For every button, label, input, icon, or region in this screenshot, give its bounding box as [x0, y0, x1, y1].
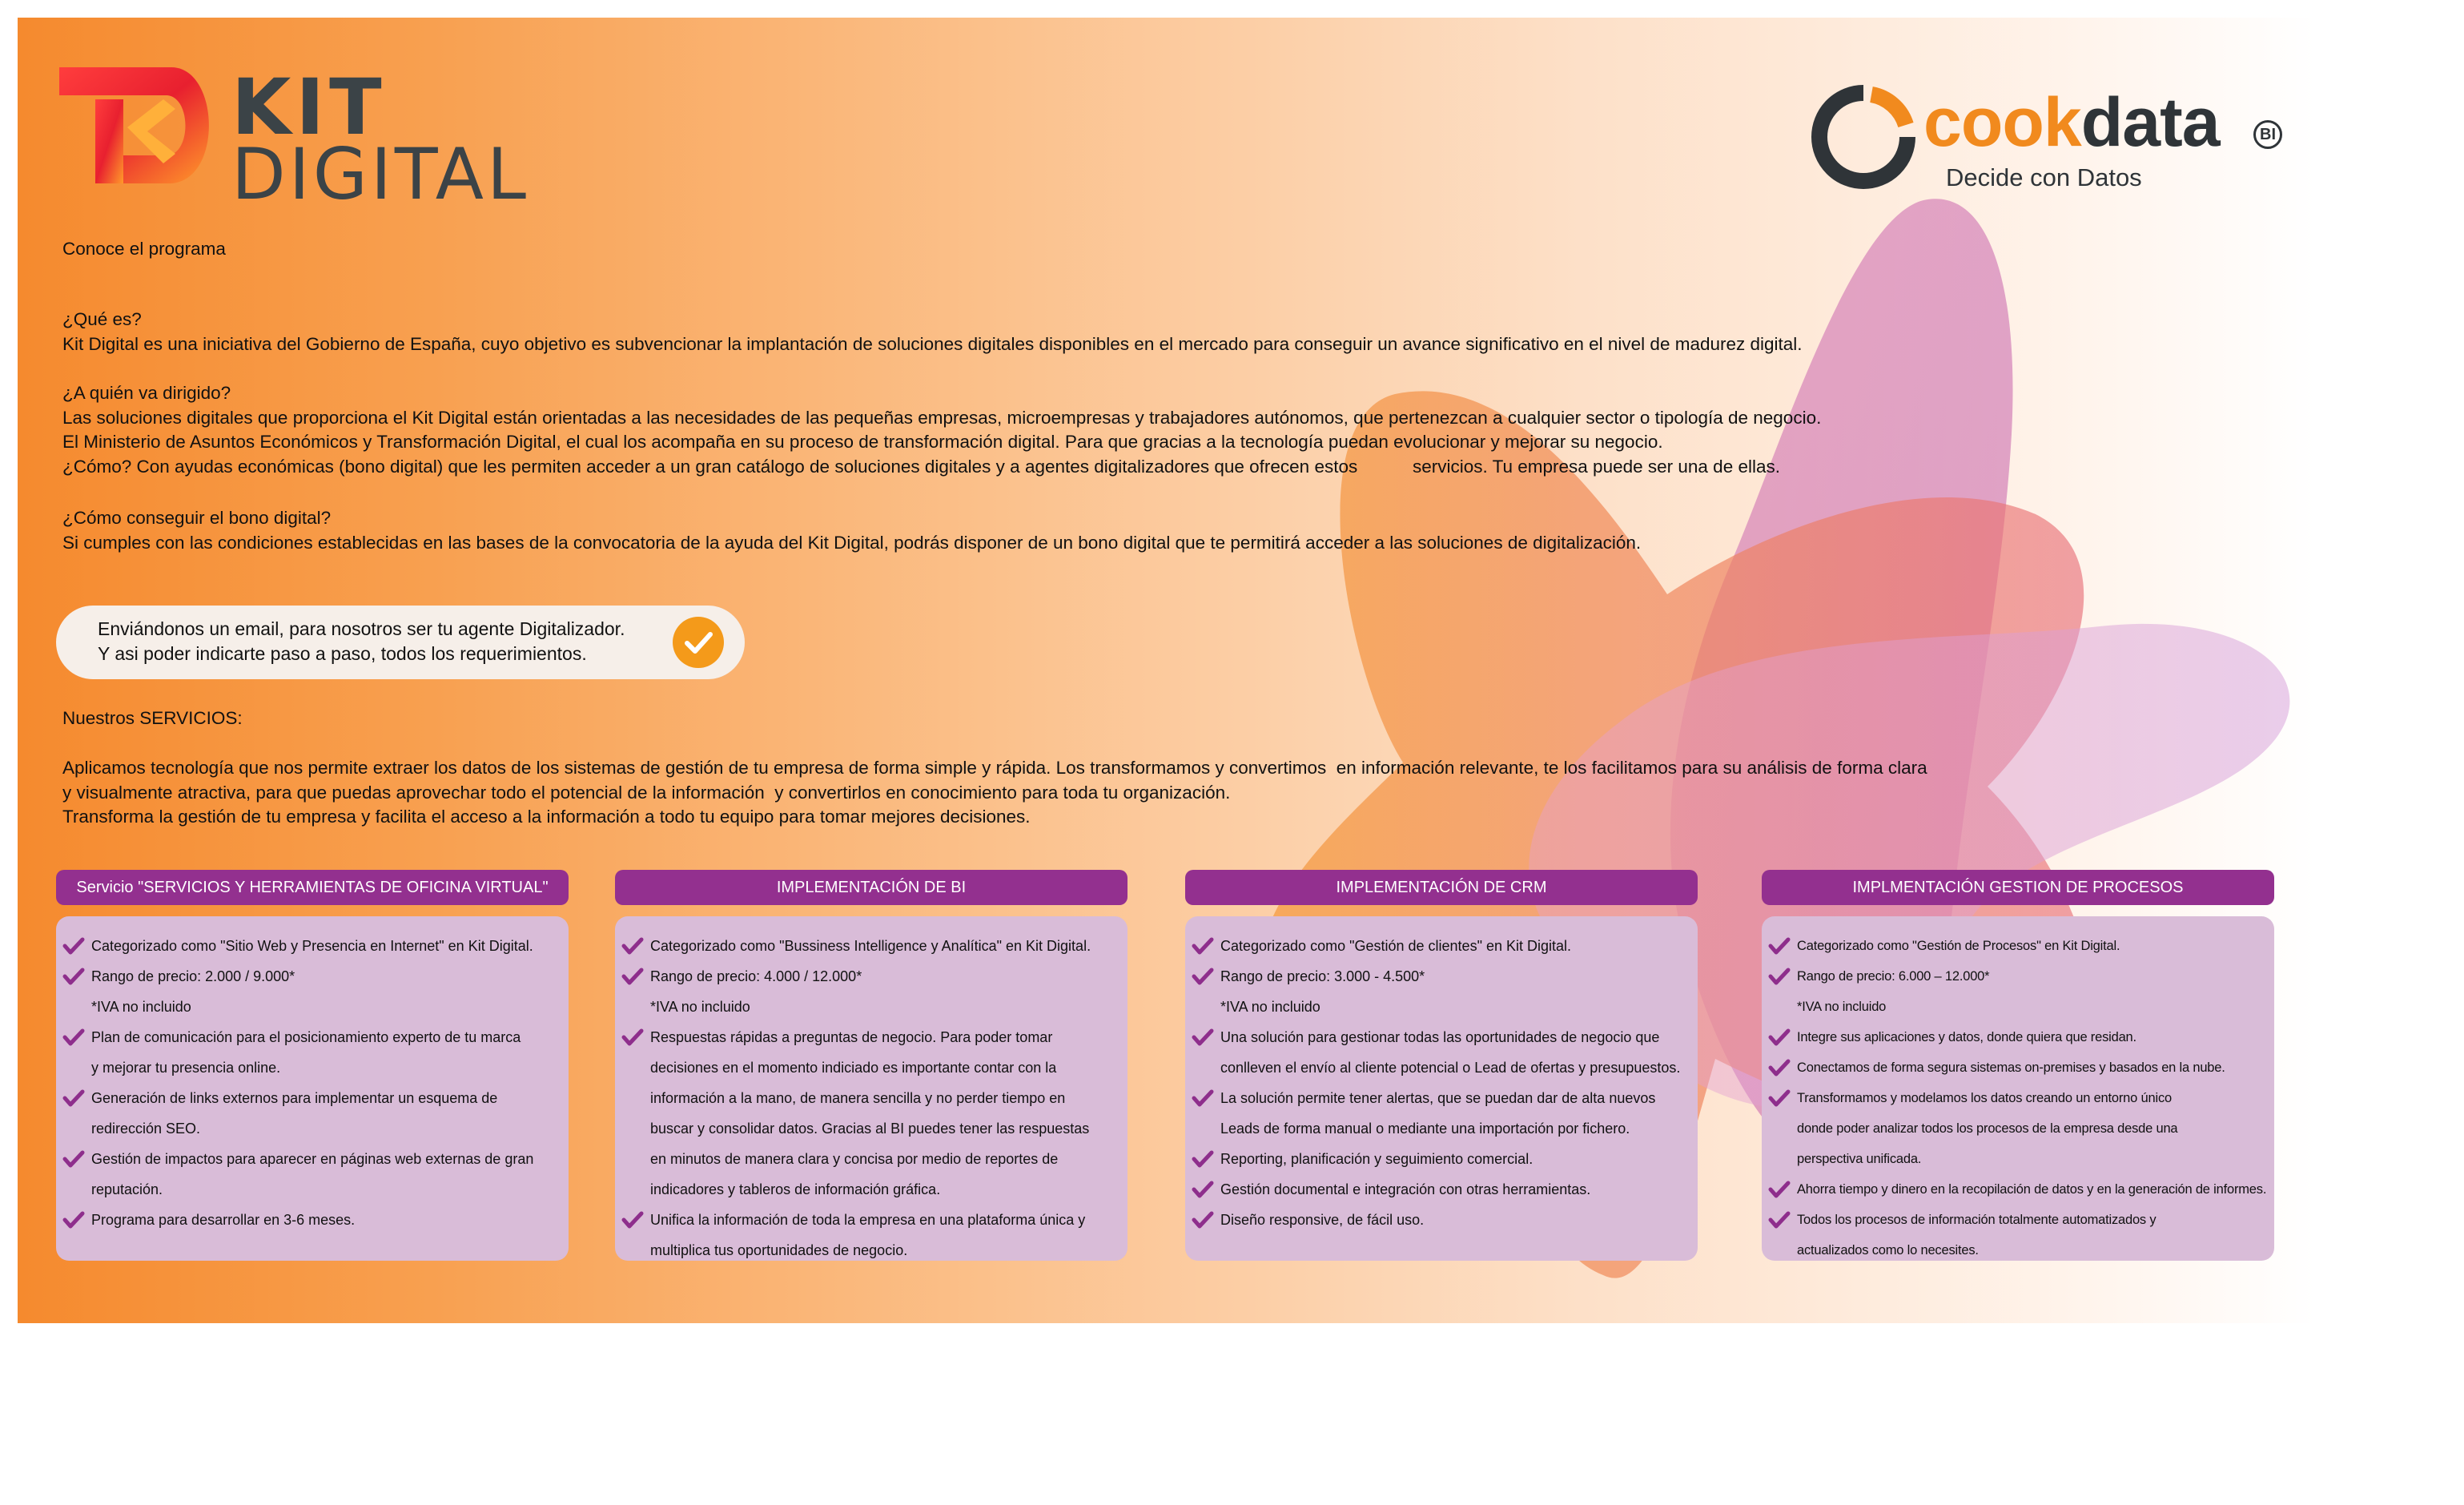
card-list-item [621, 931, 1121, 961]
cta-text [98, 617, 625, 666]
card-list-item-text: Integre sus aplicaciones y datos, donde quiera que residan. [1797, 1030, 2136, 1044]
card-list-item [621, 1022, 1121, 1052]
card-list-item-text: Categorizado como "Bussiness Intelligence y Analítica" en Kit Digital. [650, 938, 1091, 954]
card-list-item-text: información a la mano, de manera sencilla y no perder tiempo en [650, 1090, 1066, 1106]
cookdata-tagline: Decide con Datos [1946, 163, 2142, 191]
checkmark-icon [62, 1089, 85, 1107]
card-list-item-continuation [621, 1052, 1121, 1083]
card-list-item-text: Rango de precio: 6.000 – 12.000* [1797, 969, 1990, 984]
card-list-item-text: Leads de forma manual o mediante una importación por fichero. [1220, 1121, 1630, 1137]
card-list-item-text: Rango de precio: 2.000 / 9.000* [91, 968, 295, 984]
checkmark-icon [1768, 937, 1791, 955]
card-title-procesos: IMPLMENTACIÓN GESTION DE PROCESOS [1762, 870, 2274, 905]
card-list-item-continuation [1768, 1144, 2268, 1174]
card-body-bi [615, 916, 1127, 1261]
card-list-item [1768, 1083, 2268, 1113]
card-list-item-continuation [1768, 992, 2268, 1022]
card-list-item-text: Programa para desarrollar en 3-6 meses. [91, 1212, 356, 1228]
card-list [1762, 916, 2274, 1266]
card-list-item [62, 931, 562, 961]
card-list-item-text: Categorizado como "Gestión de Procesos" en Kit Digital. [1797, 939, 2120, 953]
card-list-item-text: Generación de links externos para implementar un esquema de [91, 1090, 498, 1106]
card-list-item-text: en minutos de manera clara y concisa por medio de reportes de [650, 1151, 1059, 1167]
card-body-procesos [1762, 916, 2274, 1261]
card-list-item-text: *IVA no incluido [650, 999, 750, 1015]
servicios-line-3: Transforma la gestión de tu empresa y facilita el acceso a la información a todo tu equipo para tomar mejores decisiones. [62, 807, 1031, 827]
checkmark-icon [1768, 1059, 1791, 1076]
card-title-crm: IMPLEMENTACIÓN DE CRM [1185, 870, 1698, 905]
kit-digital-word-digital: DIGITAL [231, 133, 530, 215]
card-list-item [1192, 1174, 1691, 1205]
kit-digital-emblem-icon [51, 51, 219, 195]
conseguir-question: ¿Cómo conseguir el bono digital? [62, 508, 332, 528]
que-es-answer: Kit Digital es una iniciativa del Gobierno de España, cuyo objetivo es subvencionar la implantación de soluciones digitales disponibles en el mercado para conseguir un avance significativo en el nivel de madurez digital. [62, 333, 1803, 354]
checkmark-icon [1192, 1150, 1214, 1168]
card-list-item [62, 961, 562, 992]
kit-digital-logo [51, 51, 564, 227]
checkmark-icon [1768, 1211, 1791, 1229]
a-quien-line-2: El Ministerio de Asuntos Económicos y Transformación Digital, el cual los acompaña en su proceso de transformación digital. Para que gracias a la tecnología puedan evolucionar y mejorar su negocio. [62, 432, 1663, 452]
card-list-item [1768, 961, 2268, 992]
card-list-item-text: Rango de precio: 4.000 / 12.000* [650, 968, 862, 984]
card-list-item-text: redirección SEO. [91, 1121, 201, 1137]
checkmark-icon [621, 968, 644, 985]
card-list-item-text: Transformamos y modelamos los datos creando un entorno único [1797, 1091, 2172, 1105]
card-list-item-text: Gestión documental e integración con otras herramientas. [1220, 1181, 1591, 1197]
card-list-item-text: Una solución para gestionar todas las oportunidades de negocio que [1220, 1029, 1660, 1045]
card-list-item [62, 1205, 562, 1235]
card-list-item-text: La solución permite tener alertas, que se puedan dar de alta nuevos [1220, 1090, 1656, 1106]
card-list-item-continuation [1768, 1235, 2268, 1266]
card-list-item-continuation [1192, 1113, 1691, 1144]
a-quien-section [62, 381, 1821, 479]
card-list-item-text: y mejorar tu presencia online. [91, 1060, 281, 1076]
conseguir-answer: Si cumples con las condiciones establecidas en las bases de la convocatoria de la ayuda del Kit Digital, podrás disponer de un bono digital que te permitirá acceder a las soluciones de digitalización. [62, 532, 1642, 553]
que-es-section [62, 308, 1803, 356]
card-list-item [1192, 1144, 1691, 1174]
card-list-item-continuation [1192, 1052, 1691, 1083]
card-list-item-text: *IVA no incluido [91, 999, 191, 1015]
cookdata-word-cook: cook [1923, 84, 2081, 161]
card-list-item [1192, 931, 1691, 961]
card-list-item-text: conlleven el envío al cliente potencial o Lead de ofertas y presupuestos. [1220, 1060, 1681, 1076]
card-list-item-text: Diseño responsive, de fácil uso. [1220, 1212, 1425, 1228]
card-list-item-text: *IVA no incluido [1220, 999, 1320, 1015]
check-circle-icon[interactable] [673, 617, 724, 668]
checkmark-icon [1192, 1181, 1214, 1198]
servicios-title: Nuestros SERVICIOS: [62, 708, 243, 728]
card-list-item-text: Reporting, planificación y seguimiento comercial. [1220, 1151, 1533, 1167]
card-list-item [1768, 1205, 2268, 1235]
card-list-item-text: multiplica tus oportunidades de negocio. [650, 1242, 908, 1258]
checkmark-icon [621, 1211, 644, 1229]
servicios-description [62, 756, 1927, 830]
card-list-item [1192, 961, 1691, 992]
card-list-item-continuation [62, 1052, 562, 1083]
card-list-item [1192, 1083, 1691, 1113]
promo-banner [18, 18, 2316, 1323]
card-list-item-continuation [621, 1113, 1121, 1144]
a-quien-line-3: ¿Cómo? Con ayudas económicas (bono digital) que les permiten acceder a un gran catálogo de soluciones digitales y a agentes digitalizadores que ofrecen estos servicios. Tu empresa puede ser una de ellas. [62, 456, 1780, 477]
a-quien-question: ¿A quién va dirigido? [62, 383, 231, 403]
intro-heading: Conoce el programa [62, 239, 226, 259]
card-list [615, 916, 1127, 1266]
checkmark-icon [621, 1028, 644, 1046]
a-quien-line-1: Las soluciones digitales que proporciona el Kit Digital están orientadas a las necesidades de las pequeñas empresas, microempresas y trabajadores autónomos, que pertenezcan a cualquier sector o tipología de negocio. [62, 407, 1822, 428]
card-list-item-text: decisiones en el momento indiciado es importante contar con la [650, 1060, 1057, 1076]
servicios-line-2: y visualmente atractiva, para que puedas aprovechar todo el potencial de la información y convertirlos en conocimiento para toda tu organización. [62, 782, 1231, 803]
contact-cta[interactable] [56, 606, 745, 679]
card-list-item [1768, 1022, 2268, 1052]
cookdata-ring-icon [1811, 85, 1915, 189]
card-list-item-continuation [621, 1144, 1121, 1174]
checkmark-icon [1192, 1028, 1214, 1046]
card-list-item-text: Categorizado como "Gestión de clientes" en Kit Digital. [1220, 938, 1572, 954]
card-list-item [1192, 1205, 1691, 1235]
card-list-item-continuation [621, 992, 1121, 1022]
card-list-item-text: perspectiva unificada. [1797, 1152, 1922, 1166]
checkmark-icon [621, 937, 644, 955]
bi-badge: BI [2253, 120, 2282, 149]
card-list-item-text: Plan de comunicación para el posicionamiento experto de tu marca [91, 1029, 521, 1045]
card-list-item [1768, 931, 2268, 961]
checkmark-icon [62, 968, 85, 985]
card-list-item-text: Conectamos de forma segura sistemas on-premises y basados en la nube. [1797, 1060, 2225, 1075]
cta-line-2: Y asi poder indicarte paso a paso, todos los requerimientos. [98, 643, 587, 664]
card-title-oficina-virtual: Servicio "SERVICIOS Y HERRAMIENTAS DE OFICINA VIRTUAL" [56, 870, 569, 905]
card-list-item-text: actualizados como lo necesites. [1797, 1243, 1979, 1258]
card-list-item-text: Todos los procesos de información totalmente automatizados y [1797, 1213, 2157, 1227]
card-list-item [1192, 1022, 1691, 1052]
cta-line-1: Enviándonos un email, para nosotros ser tu agente Digitalizador. [98, 618, 625, 639]
card-list-item [62, 1144, 562, 1174]
card-list-item-continuation [62, 992, 562, 1022]
servicios-line-1: Aplicamos tecnología que nos permite extraer los datos de los sistemas de gestión de tu empresa de forma simple y rápida. Los transformamos y convertimos en información relevante, te los facilitamos para su análisis de forma clara [62, 758, 1927, 778]
card-list [1185, 916, 1698, 1235]
card-list-item [62, 1083, 562, 1113]
card-list-item-text: Unifica la información de toda la empresa en una plataforma única y [650, 1212, 1086, 1228]
checkmark-icon [1768, 1028, 1791, 1046]
checkmark-icon [62, 1150, 85, 1168]
card-list [56, 916, 569, 1235]
card-title-bi: IMPLEMENTACIÓN DE BI [615, 870, 1127, 905]
card-list-item-continuation [1768, 1113, 2268, 1144]
card-body-crm [1185, 916, 1698, 1261]
card-list-item [1768, 1052, 2268, 1083]
card-list-item-text: buscar y consolidar datos. Gracias al BI puedes tener las respuestas [650, 1121, 1090, 1137]
checkmark-icon [1192, 937, 1214, 955]
card-list-item-text: indicadores y tableros de información gráfica. [650, 1181, 941, 1197]
checkmark-icon [1768, 1181, 1791, 1198]
kit-digital-word-kit: KIT [231, 62, 387, 152]
card-list-item-text: *IVA no incluido [1797, 1000, 1887, 1014]
card-list-item-text: Ahorra tiempo y dinero en la recopilación de datos y en la generación de informes. [1797, 1182, 2267, 1197]
card-list-item-continuation [621, 1083, 1121, 1113]
checkmark-icon [1768, 968, 1791, 985]
card-list-item-text: Gestión de impactos para aparecer en páginas web externas de gran [91, 1151, 534, 1167]
checkmark-icon [62, 1211, 85, 1229]
card-list-item-continuation [621, 1235, 1121, 1266]
card-list-item-text: reputación. [91, 1181, 163, 1197]
card-body-oficina-virtual [56, 916, 569, 1261]
checkmark-icon [1768, 1089, 1791, 1107]
card-list-item [621, 1205, 1121, 1235]
card-list-item-text: donde poder analizar todos los procesos de la empresa desde una [1797, 1121, 2178, 1136]
card-list-item-continuation [1192, 992, 1691, 1022]
cookdata-word-data: data [2080, 84, 2220, 161]
checkmark-icon [1192, 1211, 1214, 1229]
card-list-item [621, 961, 1121, 992]
card-list-item-continuation [62, 1174, 562, 1205]
cookdata-logo [1811, 74, 2292, 210]
card-list-item [1768, 1174, 2268, 1205]
card-list-item-continuation [621, 1174, 1121, 1205]
checkmark-icon [1192, 1089, 1214, 1107]
checkmark-icon [62, 937, 85, 955]
card-list-item-text: Respuestas rápidas a preguntas de negocio. Para poder tomar [650, 1029, 1053, 1045]
card-list-item-text: Rango de precio: 3.000 - 4.500* [1220, 968, 1425, 984]
checkmark-icon [62, 1028, 85, 1046]
checkmark-icon [1192, 968, 1214, 985]
card-list-item-text: Categorizado como "Sitio Web y Presencia en Internet" en Kit Digital. [91, 938, 533, 954]
conseguir-section [62, 506, 1641, 555]
que-es-question: ¿Qué es? [62, 309, 142, 329]
cookdata-wordmark [1923, 84, 2220, 161]
card-list-item [62, 1022, 562, 1052]
card-list-item-continuation [62, 1113, 562, 1144]
